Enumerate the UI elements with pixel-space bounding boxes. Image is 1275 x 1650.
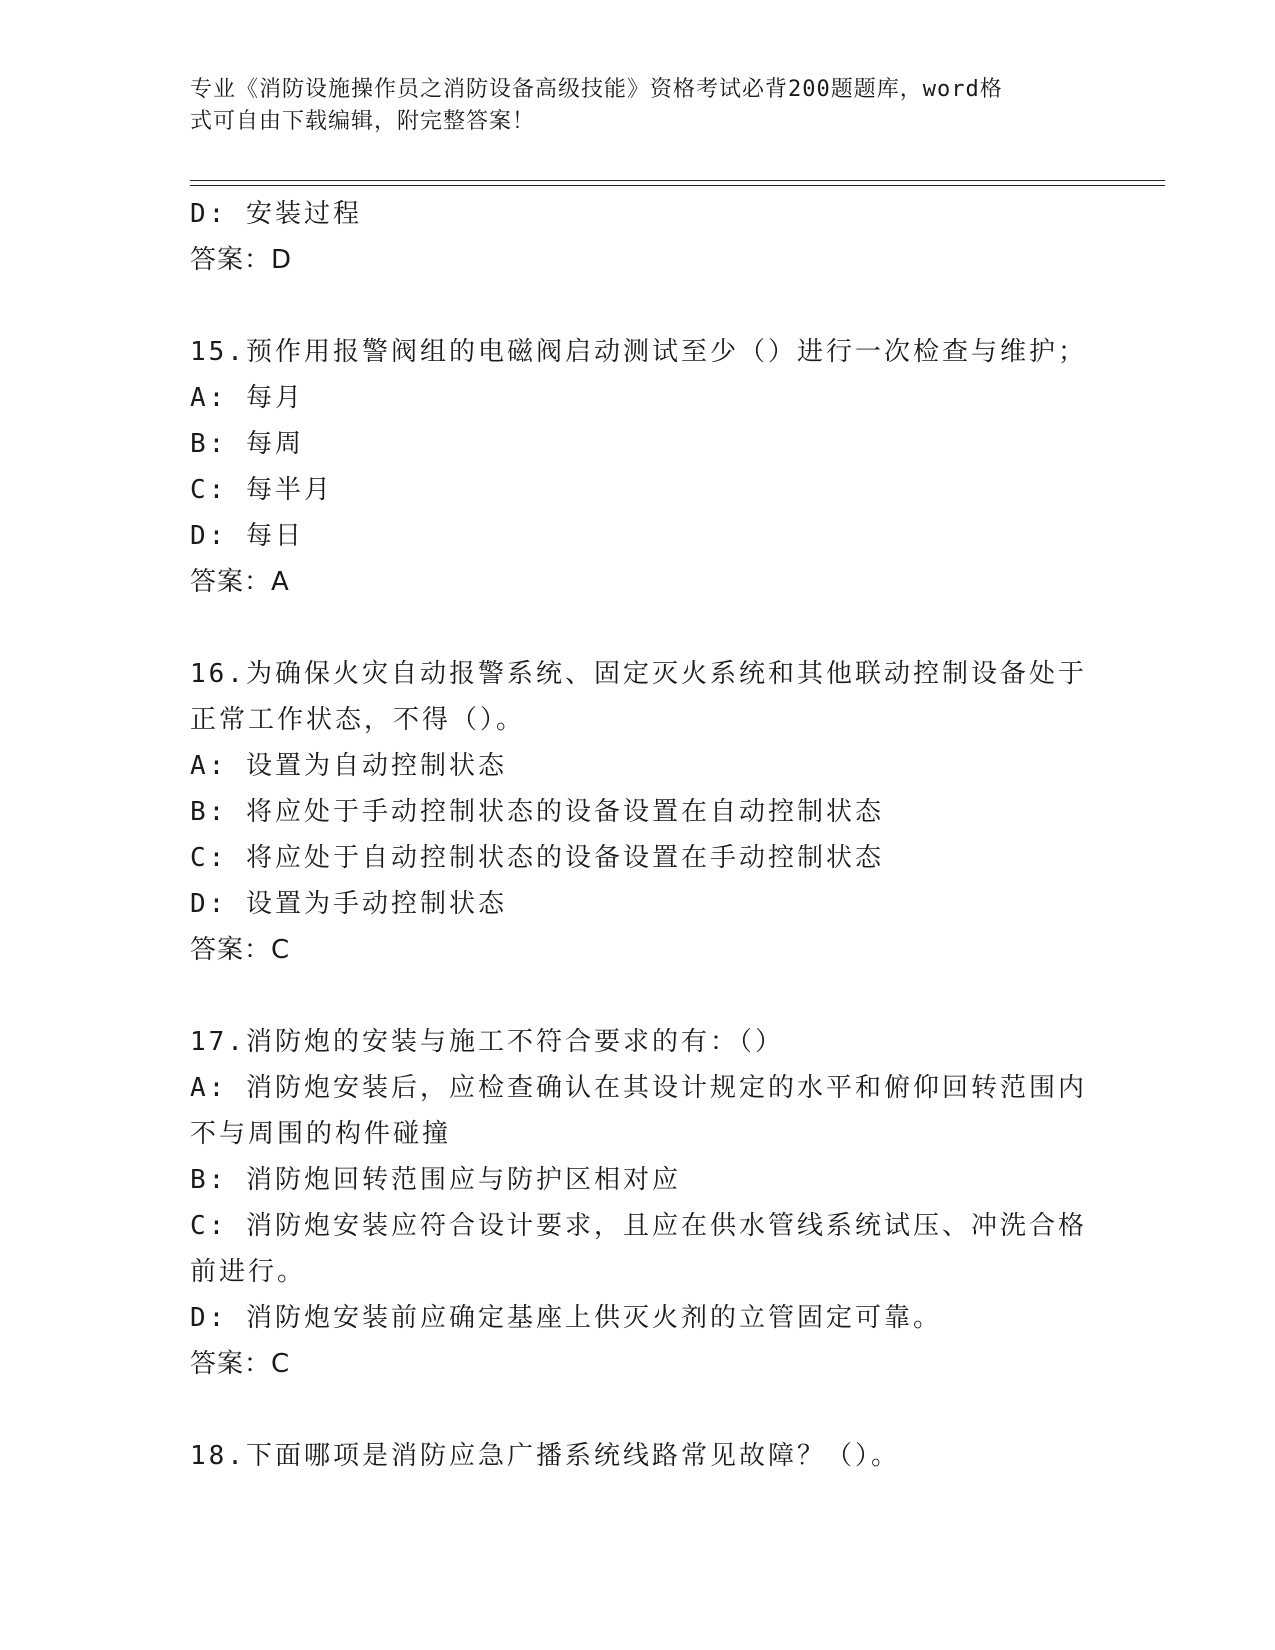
- option-d: D: 消防炮安装前应确定基座上供灭火剂的立管固定可靠。: [190, 1303, 942, 1333]
- option-a: A: 消防炮安装后，应检查确认在其设计规定的水平和俯仰回转范围内: [190, 1073, 1087, 1103]
- option-b: B: 消防炮回转范围应与防护区相对应: [190, 1165, 681, 1195]
- option-d: D: 设置为手动控制状态: [190, 889, 507, 919]
- option-c-continued: 前进行。: [190, 1257, 307, 1287]
- answer-label: 答案：D: [190, 245, 293, 275]
- answer-label: 答案：A: [190, 567, 290, 597]
- header-line-1: 专业《消防设施操作员之消防设备高级技能》资格考试必背200题题库，word格: [190, 77, 1003, 102]
- option-d: D: 安装过程: [190, 199, 362, 229]
- document-header: [190, 74, 1070, 138]
- header-divider-top: [190, 180, 1165, 181]
- question-text: 16.为确保火灾自动报警系统、固定灭火系统和其他联动控制设备处于: [190, 659, 1087, 689]
- header-line-2: 式可自由下载编辑，附完整答案！: [190, 109, 536, 134]
- option-c: C: 每半月: [190, 475, 333, 505]
- question-text: 15.预作用报警阀组的电磁阀启动测试至少（）进行一次检查与维护；: [190, 337, 1087, 367]
- option-a: A: 每月: [190, 383, 304, 413]
- answer-label: 答案：C: [190, 1349, 291, 1379]
- question-block-17: [190, 1019, 1090, 1387]
- question-text: 18.下面哪项是消防应急广播系统线路常见故障？（）。: [190, 1441, 900, 1471]
- question-block-18: [190, 1433, 1090, 1479]
- question-text: 17.消防炮的安装与施工不符合要求的有：（）: [190, 1027, 784, 1057]
- question-list: [190, 191, 1090, 1525]
- header-divider-bottom: [190, 185, 1165, 186]
- option-b: B: 将应处于手动控制状态的设备设置在自动控制状态: [190, 797, 884, 827]
- option-a: A: 设置为自动控制状态: [190, 751, 507, 781]
- question-block-14: [190, 191, 1090, 283]
- question-block-16: [190, 651, 1090, 973]
- option-c: C: 消防炮安装应符合设计要求，且应在供水管线系统试压、冲洗合格: [190, 1211, 1087, 1241]
- question-block-15: [190, 329, 1090, 605]
- answer-label: 答案：C: [190, 935, 291, 965]
- option-d: D: 每日: [190, 521, 304, 551]
- option-a-continued: 不与周围的构件碰撞: [190, 1119, 452, 1149]
- question-text-continued: 正常工作状态，不得（）。: [190, 705, 526, 735]
- option-b: B: 每周: [190, 429, 304, 459]
- option-c: C: 将应处于自动控制状态的设备设置在手动控制状态: [190, 843, 884, 873]
